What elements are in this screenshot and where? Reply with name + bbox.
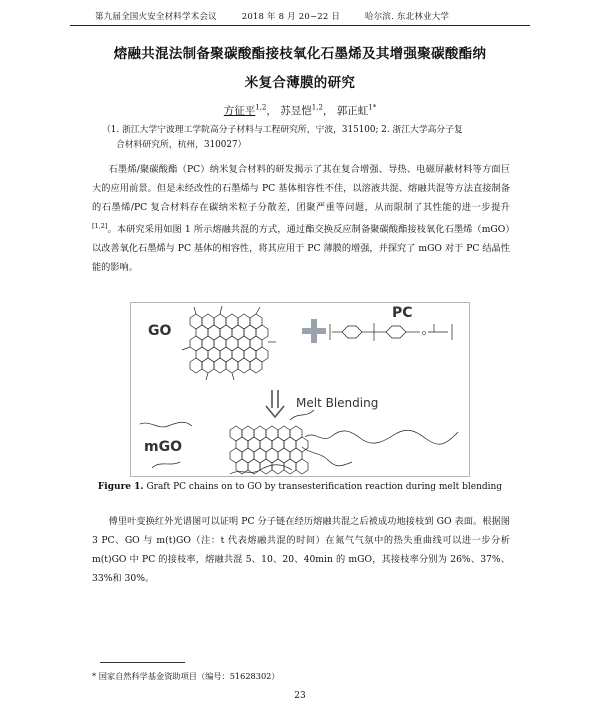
footnote [92,671,280,682]
paper-title-line2: 米复合薄膜的研究 [244,75,356,91]
figure-1 [130,302,470,477]
caption-text: Graft PC chains on to GO by transesterification reaction during melt blending [146,482,503,492]
author-list: 方征平$^{1,2}$， 苏昱恺$^{1,2}$， 郭正虹$^{1*}$ [223,103,377,117]
header-date: 2018 年 8 月 20~22 日 [241,12,341,22]
pc-oxygen-mark: O [422,331,426,337]
author-3: 郭正虹 [336,105,369,117]
paragraph-1-text: 石墨烯/聚碳酸酯（PC）纳米复合材料的研发揭示了其在复合增强、导热、电磁屏蔽材料等方面巨大的应用前景。但是未经改性的石墨烯与 PC 基体相容性不佳，以溶液共混、熔融共混等方法直接制备的石墨烯/PC 复合材料存在碳纳米粒子分散差，团聚严重等问题，从而限制了其性能的进一步提升 [92,164,510,213]
page-number: 23 [294,691,306,701]
paragraph-2-text: 傅里叶变换红外光谱图可以证明 PC 分子链在经历熔融共混之后被成功地接枝到 GO 表面。根据图 3 PC、GO 与 m(t)GO（注：t 代表熔融共混的时间）在氮气气氛中的热失重曲线可以进一步分析 m(t)GO 中 PC 的接枝率，熔融共混 5、10、20、40min 的 mGO，其接枝率分别为 26%、37%、33%和 30%。 [92,516,510,584]
header-rule [70,25,530,26]
header-conference: 第九届全国火安全材料学术会议 [95,12,217,22]
paragraph-1-text-cont: 。本研究采用如图 1 所示熔融共混的方式，通过酯交换反应制备聚碳酸酯接枝氧化石墨烯（mGO）以改善氧化石墨烯与 PC 基体的相容性，将其应用于 PC 薄膜的增强，并探究了 mGO 对于 PC 结晶性能的影响。 [92,224,510,274]
go-label: GO [148,323,172,339]
body-paragraph-1 [92,160,510,277]
author-2: 苏昱恺 [280,105,312,117]
figure-caption [70,482,530,492]
header-location: 哈尔滨. 东北林业大学 [365,12,450,22]
paper-title-line1: 熔融共混法制备聚碳酸酯接枝氧化石墨烯及其增强聚碳酸酯纳 [113,46,487,62]
author-3-affiliation: 1* [368,103,377,112]
affiliation-line2: 合材料研究所，杭州，310027） [116,140,247,150]
melt-blending-label: Melt Blending [296,396,379,410]
body-paragraph-2 [92,512,510,588]
affiliation [102,123,522,153]
mgo-label: mGO [144,439,182,455]
author-1-affiliation: 1,2 [255,103,267,112]
pc-label: PC [392,305,413,321]
running-header [95,10,471,22]
caption-label: Figure 1. [97,482,144,492]
author-1: 方征平 [223,105,256,117]
citation: [1,2] [92,222,108,230]
footnote-rule [100,662,185,663]
author-2-affiliation: 1,2 [311,103,323,112]
footnote-text: 国家自然科学基金资助项目（编号：51628302） [98,671,280,681]
footnote-marker: * [92,671,99,681]
affiliation-line1: （1. 浙江大学宁波理工学院高分子材料与工程研究所，宁波，315100; 2. 浙江大学高分子复 [102,125,463,135]
